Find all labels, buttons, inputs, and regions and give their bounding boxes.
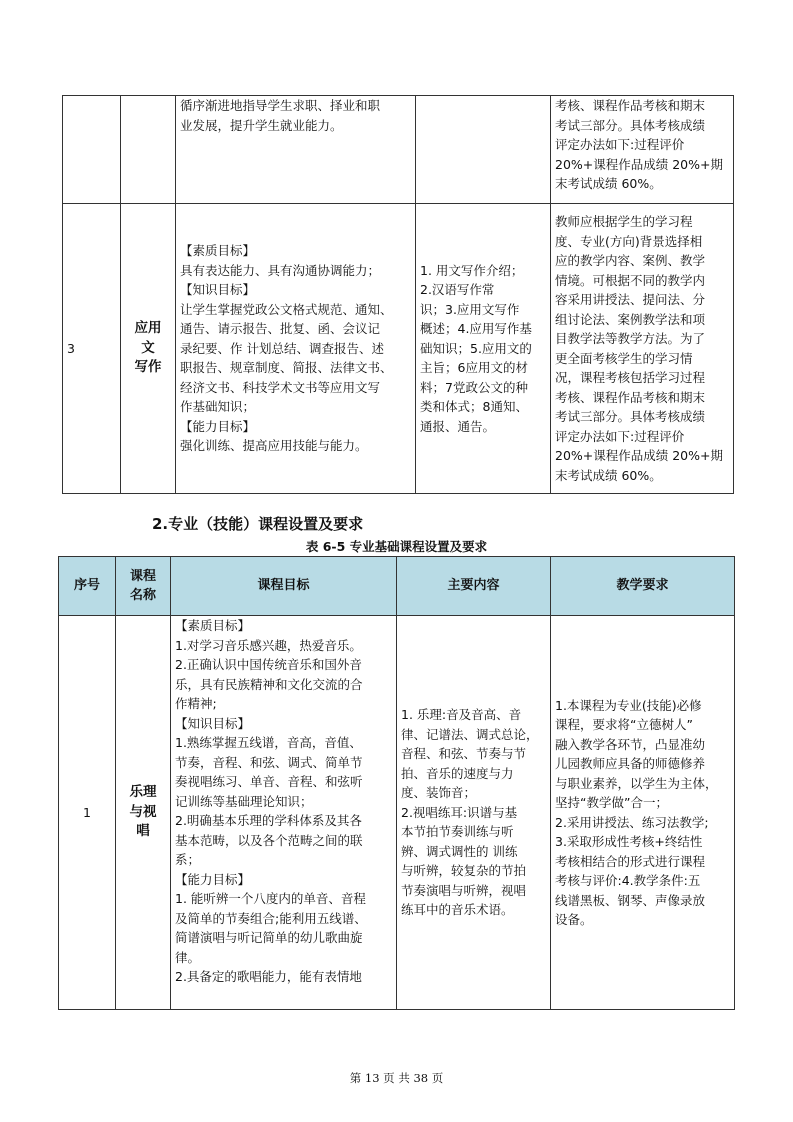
course-name [121,96,176,204]
course-content: 1. 乐理:音及音高、音 律、记谱法、调式总论， 音程、和弦、节奏与节 拍、音乐的速度与力 度、装饰音； 2.视唱练耳:识谱与基 本节拍节奏训练与听 辨、调式调性的 训练 与听辨，较复杂的节拍 节奏演唱与听辨，视唱 练耳中的音乐术语。 [397,616,551,1010]
course-goals: 循序渐进地指导学生求职、择业和职 业发展，提升学生就业能力。 [176,96,416,204]
teaching-requirements: 教师应根据学生的学习程 度、专业(方向)背景选择相 应的教学内容、案例、教学 情境。可根据不同的教学内 容采用讲授法、提问法、分 组讨论法、案例教学法和项 目教学法等教学方法。为了 更全面考核学生的学习情 况，课程考核包括学习过程 考核、课程作品考核和期末 考试三部分。具体考核成绩 评定办法如下:过程评价 20%+课程作品成绩 20%+期 末考试成绩 60%。 [551,204,734,494]
header-teaching-requirements: 教学要求 [551,557,735,616]
course-content: 1. 用文写作介绍； 2.汉语写作常 识；3.应用文写作 概述；4.应用写作基 础知识；5.应用文的 主旨；6应用文的材 料；7党政公文的种 类和体式；8通知、 通报、通告。 [416,204,551,494]
header-course-goals: 课程目标 [171,557,397,616]
section-heading: 2.专业（技能）课程设置及要求 [152,515,364,533]
teaching-requirements: 考核、课程作品考核和期末 考试三部分。具体考核成绩 评定办法如下:过程评价 20%+课程作品成绩 20%+期 末考试成绩 60%。 [551,96,734,204]
row-index: 1 [59,616,116,1010]
table-caption: 表 6-5 专业基础课程设置及要求 [305,539,488,554]
course-goals: 【素质目标】 具有表达能力、具有沟通协调能力； 【知识目标】 让学生掌握党政公文格式规范、通知、 通告、请示报告、批复、函、会议记 录纪要、作 计划总结、调查报告、述 职报告、规章制度、简报、法律文书、 经济文书、科技学术文书等应用文写 作基础知识； 【能力目标】 强化训练、提高应用技能与能力。 [176,204,416,494]
header-course-name: 课程 名称 [116,557,171,616]
course-table-continued [62,95,734,494]
table-row [63,96,734,204]
row-index: 3 [63,204,121,494]
table-row [63,204,734,494]
header-main-content: 主要内容 [397,557,551,616]
course-goals: 【素质目标】 1.对学习音乐感兴趣，热爱音乐。 2.正确认识中国传统音乐和国外音 乐，具有民族精神和文化交流的合 作精神; 【知识目标】 1.熟练掌握五线谱，音高，音值、 节奏，音程、和弦、调式、简单节 奏视唱练习、单音、音程、和弦听 记训练等基础理论知识； 2.明确基本乐理的学科体系及其各 基本范畴，以及各个范畴之间的联 系； 【能力目标】 1. 能听辨一个八度内的单音、音程 及简单的节奏组合;能利用五线谱、 简谱演唱与听记简单的幼儿歌曲旋 律。 2.具备定的歌唱能力，能有表情地 [171,616,397,1010]
teaching-requirements: 1.本课程为专业(技能)必修 课程，要求将“立德树人” 融入教学各环节，凸显准幼 儿园教师应具备的师德修养 与职业素养，以学生为主体， 坚持“教学做”合一； 2.采用讲授法、练习法教学; 3.采取形成性考核+终结性 考核相结合的形式进行课程 考核与评价:4.教学条件:五 线谱黑板、钢琴、声像录放 设备。 [551,616,735,1010]
course-name: 应用 文 写作 [121,204,176,494]
page-footer: 第 13 页 共 38 页 [349,1071,444,1085]
row-index [63,96,121,204]
table-header-row [59,557,735,616]
course-content [416,96,551,204]
course-name: 乐理 与视 唱 [116,616,171,1010]
header-index: 序号 [59,557,116,616]
professional-course-table [58,556,735,1010]
table-row [59,616,735,1010]
